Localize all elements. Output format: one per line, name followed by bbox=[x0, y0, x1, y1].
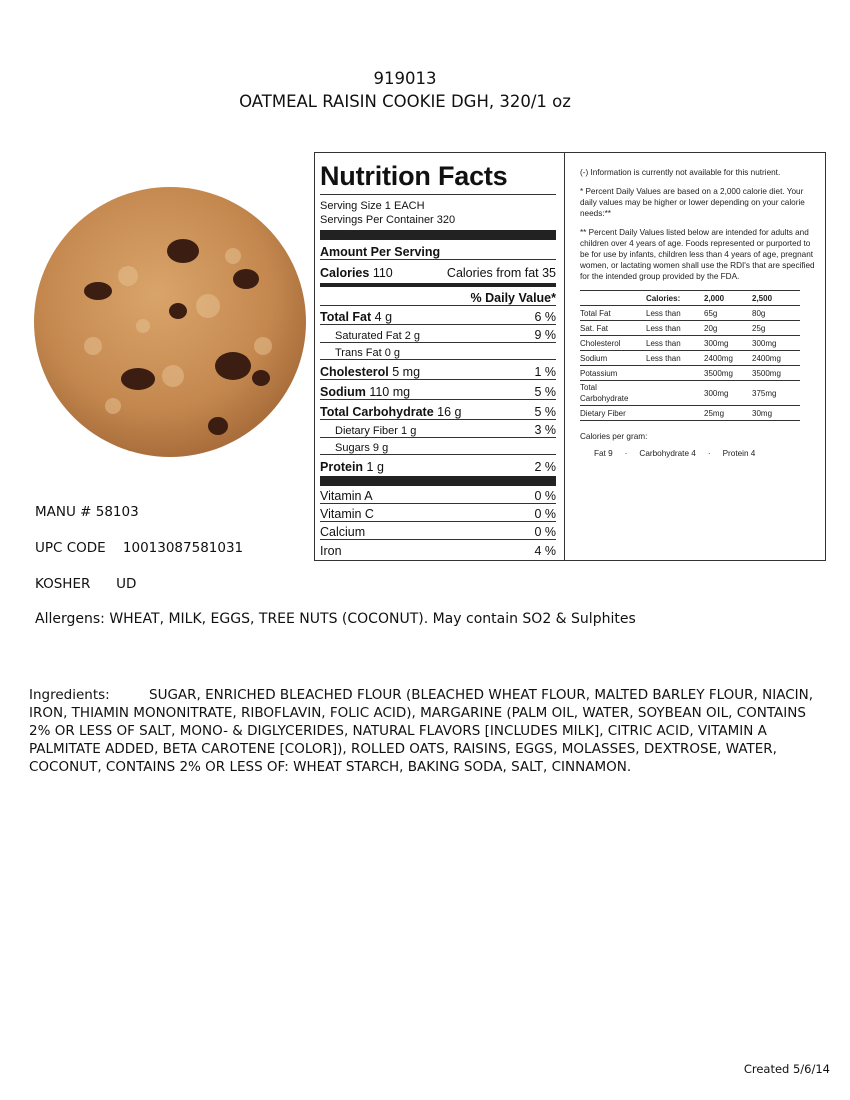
row-calcium: Calcium 0 % bbox=[320, 522, 556, 540]
nutrition-panel bbox=[314, 152, 826, 561]
daily-value-header: % Daily Value* bbox=[470, 291, 556, 305]
row-cholesterol: Cholesterol 5 mg 1 % bbox=[320, 360, 556, 380]
calories-value: 110 bbox=[372, 266, 393, 280]
cookie-image bbox=[33, 186, 307, 458]
row-total-carbohydrate: Total Carbohydrate 16 g 5 % bbox=[320, 400, 556, 420]
row-saturated-fat: Saturated Fat 2 g 9 % bbox=[320, 325, 556, 343]
servings-per-container: Servings Per Container 320 bbox=[320, 214, 456, 226]
panel-divider bbox=[564, 153, 565, 560]
calories-label: Calories bbox=[320, 266, 370, 280]
kosher-label: KOSHER bbox=[35, 576, 91, 592]
upc-value: 10013087581031 bbox=[122, 540, 244, 556]
cpg-fat: Fat 9 bbox=[594, 449, 613, 458]
row-iron: Iron 4 % bbox=[320, 544, 556, 558]
dv-row: Potassium 3500mg 3500mg bbox=[580, 366, 800, 381]
note-rdi: ** Percent Daily Values listed below are intended for adults and children over 4 years of age. Foods represented or purported to be for use by infants, children less than 4 years of age, pregnant women, or lactating women shall use the RDI's that are specified for the intended group provided by the FDA. bbox=[580, 228, 815, 281]
calories-from-fat: Calories from fat 35 bbox=[446, 266, 556, 280]
dv-row: Total Fat Less than 65g 80g bbox=[580, 306, 800, 321]
cpg-protein: Protein 4 bbox=[722, 449, 756, 458]
upc-code bbox=[35, 540, 243, 556]
cpg-separator: · bbox=[707, 449, 711, 458]
row-dietary-fiber: Dietary Fiber 1 g 3 % bbox=[320, 420, 556, 438]
allergens: Allergens: WHEAT, MILK, EGGS, TREE NUTS (COCONUT). May contain SO2 & Sulphites bbox=[35, 611, 636, 627]
nutrition-facts-label bbox=[320, 154, 556, 558]
daily-value-notes bbox=[580, 167, 818, 459]
note-unavailable: (-) Information is currently not available for this nutrient. bbox=[580, 168, 781, 177]
amount-per-serving: Amount Per Serving bbox=[320, 245, 441, 259]
product-name: OATMEAL RAISIN COOKIE DGH, 320/1 oz bbox=[239, 92, 571, 111]
note-percent-dv: * Percent Daily Values are based on a 2,000 calorie diet. Your daily values may be higher or lower depending on your calorie needs:** bbox=[580, 187, 805, 218]
dv-row: Total Carbohydrate 300mg 375mg bbox=[580, 381, 800, 406]
row-vitamin-a: Vitamin A 0 % bbox=[320, 486, 556, 504]
dv-row: Sat. Fat Less than 20g 25g bbox=[580, 321, 800, 336]
nutrition-facts-title: Nutrition Facts bbox=[320, 154, 556, 195]
row-sugars: Sugars 9 g bbox=[320, 438, 556, 455]
upc-label: UPC CODE bbox=[35, 540, 106, 556]
kosher-value: UD bbox=[116, 576, 137, 592]
item-code: 919013 bbox=[373, 69, 437, 88]
row-sodium: Sodium 110 mg 5 % bbox=[320, 380, 556, 400]
serving-size: Serving Size 1 EACH bbox=[320, 200, 425, 212]
calories-per-gram bbox=[580, 448, 818, 459]
daily-value-table bbox=[580, 290, 800, 421]
row-total-fat: Total Fat 4 g 6 % bbox=[320, 306, 556, 325]
dv-row: Dietary Fiber 25mg 30mg bbox=[580, 406, 800, 421]
created-date: Created 5/6/14 bbox=[743, 1062, 830, 1076]
dv-table-header: Calories: 2,000 2,500 bbox=[580, 291, 800, 306]
dv-row: Cholesterol Less than 300mg 300mg bbox=[580, 336, 800, 351]
calories-per-gram-label: Calories per gram: bbox=[580, 432, 648, 441]
kosher bbox=[35, 576, 136, 592]
row-vitamin-c: Vitamin C 0 % bbox=[320, 504, 556, 522]
row-trans-fat: Trans Fat 0 g bbox=[320, 343, 556, 360]
cpg-separator: · bbox=[624, 449, 628, 458]
manu-number: MANU # 58103 bbox=[35, 504, 139, 520]
ingredients-text: SUGAR, ENRICHED BLEACHED FLOUR (BLEACHED WHEAT FLOUR, MALTED BARLEY FLOUR, NIACIN, IRON, THIAMIN MONONITRATE, RIBOFLAVIN, FOLIC ACID), MARGARINE (PALM OIL, WATER, SOYBEAN OIL, CONTAINS 2% OR LESS OF SALT, MONO- & DIGLYCERIDES, NATURAL FLAVORS [INCLUDES MILK], CITRIC ACID, VITAMIN A PALMITATE ADDED, BETA CAROTENE [COLOR]), ROLLED OATS, RAISINS, EGGS, MOLASSES, DEXTROSE, WATER, COCONUT, CONTAINS 2% OR LESS OF: WHEAT STARCH, BAKING SODA, SALT, CINNAMON. bbox=[29, 687, 814, 775]
ingredients-label: Ingredients: bbox=[29, 687, 110, 703]
cpg-carbohydrate: Carbohydrate 4 bbox=[639, 449, 696, 458]
row-protein: Protein 1 g 2 % bbox=[320, 460, 556, 474]
dv-row: Sodium Less than 2400mg 2400mg bbox=[580, 351, 800, 366]
ingredients bbox=[29, 686, 829, 776]
